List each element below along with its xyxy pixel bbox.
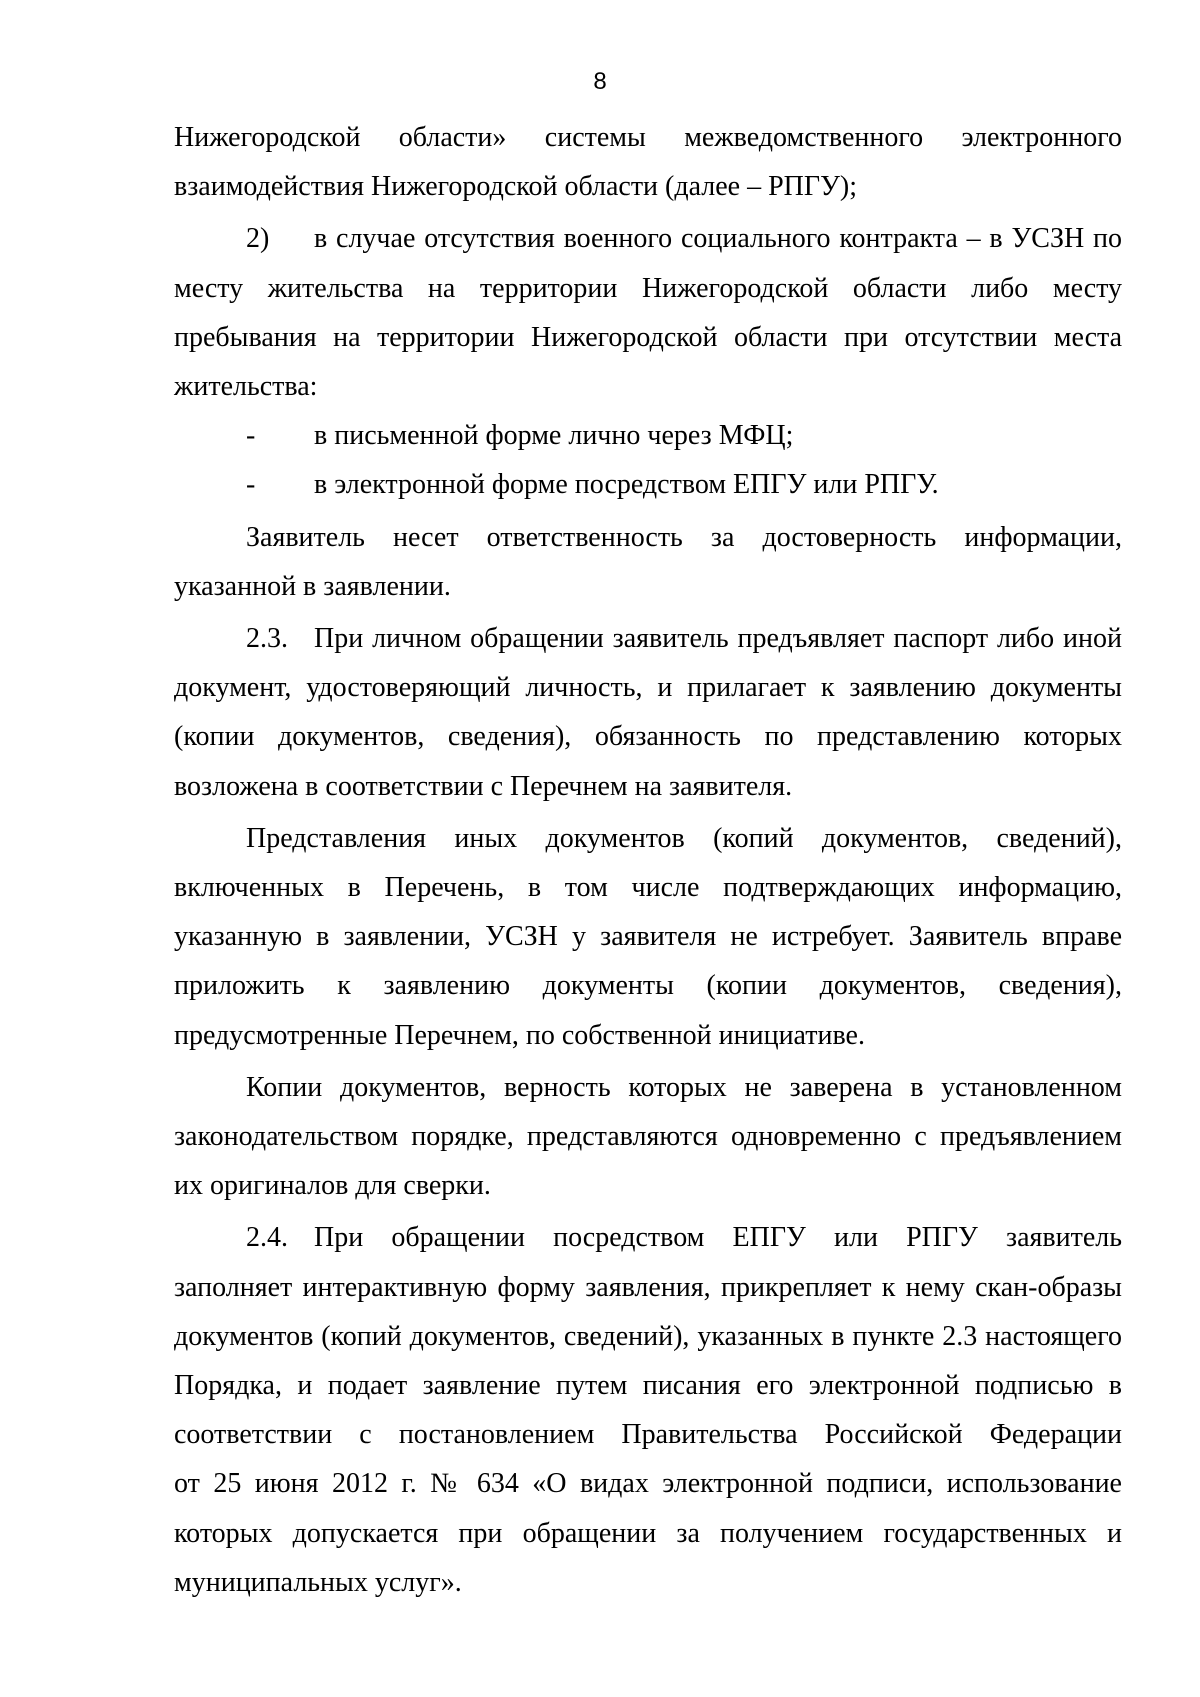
text-line: муниципальных услуг». xyxy=(174,1566,462,1598)
numbered-paragraph-start xyxy=(174,1213,1122,1262)
text-line: Нижегородской области» системы межведомственного электронного xyxy=(174,122,1122,153)
text-line: указанной в заявлении. xyxy=(174,570,451,602)
text-line: месту жительства на территории Нижегородской области либо месту xyxy=(174,272,1122,304)
text-line: возложена в соответствии с Перечнем на заявителя. xyxy=(174,770,793,802)
text-line: их оригиналов для сверки. xyxy=(174,1170,491,1202)
text-line: Копии документов, верность которых не заверена в установленном xyxy=(246,1071,1122,1103)
text-line: от 25 июня 2012 г. № 634 «О видах электронной подписи, использование xyxy=(174,1468,1122,1500)
text-line: которых допускается при обращении за получением государственных и xyxy=(174,1517,1122,1549)
text-line: При личном обращении заявитель предъявляет паспорт либо иной xyxy=(314,623,1122,655)
text-line: соответствии с постановлением Правительства Российской Федерации xyxy=(174,1419,1122,1451)
text-line: Заявитель несет ответственность за достоверность информации, xyxy=(246,521,1122,553)
text-line: При обращении посредством ЕПГУ или РПГУ заявитель xyxy=(314,1222,1122,1254)
text-line: Представления иных документов (копий документов, сведений), xyxy=(246,822,1122,854)
paragraph-number: 2) xyxy=(246,223,270,255)
numbered-paragraph-start xyxy=(174,214,1122,263)
text-line: законодательством порядке, представляются одновременно с предъявлением xyxy=(174,1121,1122,1153)
page-number: 8 xyxy=(593,68,607,95)
paragraph-number: 2.3. xyxy=(246,623,288,655)
list-bullet: - xyxy=(246,469,256,501)
text-line: включенных в Перечень, в том числе подтверждающих информацию, xyxy=(174,872,1122,904)
text-line: пребывания на территории Нижегородской области при отсутствии места xyxy=(174,321,1122,353)
list-bullet: - xyxy=(246,420,256,452)
text-line: взаимодействия Нижегородской области (далее – РПГУ); xyxy=(174,171,858,203)
text-line: указанную в заявлении, УСЗН у заявителя не истребует. Заявитель вправе xyxy=(174,921,1122,953)
text-line: Порядка, и подает заявление путем писания его электронной подписью в xyxy=(174,1370,1122,1402)
text-line: жительства: xyxy=(174,371,318,403)
text-line: документ, удостоверяющий личность, и прилагает к заявлению документы xyxy=(174,672,1122,704)
text-line: (копии документов, сведения), обязанность по представлению которых xyxy=(174,721,1122,753)
list-item xyxy=(174,460,1122,509)
list-item xyxy=(174,411,1122,460)
text-line: предусмотренные Перечнем, по собственной инициативе. xyxy=(174,1019,865,1051)
paragraph-number: 2.4. xyxy=(246,1222,288,1254)
text-line: в электронной форме посредством ЕПГУ или РПГУ. xyxy=(314,469,939,501)
document-body xyxy=(174,113,1122,1607)
text-line: документов (копий документов, сведений), указанных в пункте 2.3 настоящего xyxy=(174,1320,1122,1352)
text-line: в случае отсутствия военного социального контракта – в УСЗН по xyxy=(314,223,1122,255)
text-line: в письменной форме лично через МФЦ; xyxy=(314,420,794,452)
text-line: приложить к заявлению документы (копии документов, сведения), xyxy=(174,970,1122,1002)
numbered-paragraph-start xyxy=(174,614,1122,663)
text-line: заполняет интерактивную форму заявления, прикрепляет к нему скан-образы xyxy=(174,1271,1122,1303)
